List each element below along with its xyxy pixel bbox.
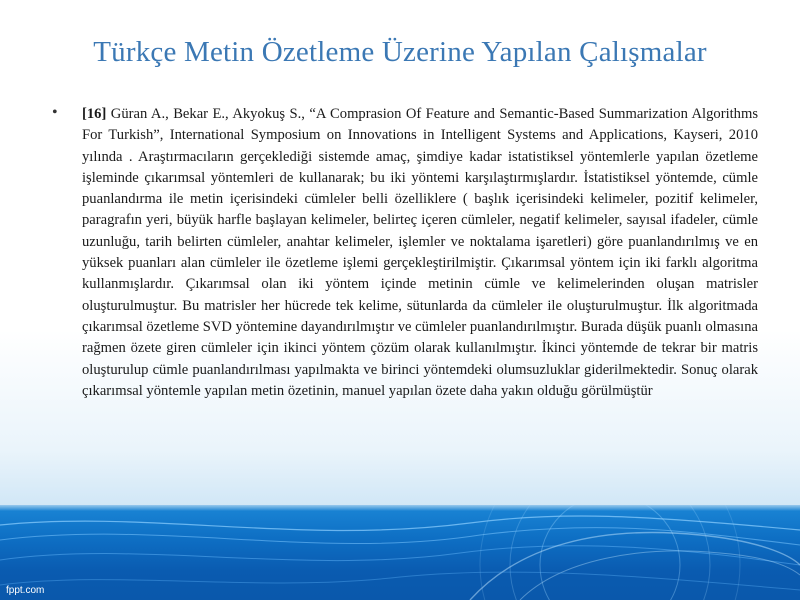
bullet-icon: • (52, 104, 58, 121)
bullet-item (52, 104, 758, 402)
footer-swirl-decoration (0, 505, 800, 600)
body-paragraph: Güran A., Bekar E., Akyokuş S., “A Comprasion Of Feature and Semantic-Based Summarization Algorithms For Turkish”, International Symposium on Innovations in Intelligent Systems and Applications, Kayseri, 2010 yılında . Araştırmacıların gerçeklediği sistemde amaç, şimdiye kadar istatistiksel yöntemlerle yapılan özetleme işleminde çıkarımsal yöntemleri de kullanarak; bu iki yöntemi karşılaştırmışlardır. İstatistiksel yöntemde, cümle puanlandırma ile metin içerisindeki cümleler belli özelliklere ( başlık içerisindeki kelimeler, pozitif kelimeler, paragrafın yeri, büyük harfle başlayan kelimeler, belirteç içeren cümleler, negatif kelimeler, sayısal ifadeler, cümle uzunluğu, tarih belirten cümleler, anahtar kelimeler, işlemler ve noktalama işaretleri) göre puanlandırılmış ve en yüksek puanları alan cümleler ile özetleme işlemi gerçekleştirilmiştir. Çıkarımsal yöntem için iki farklı algoritma kullanmışlardır. Çıkarımsal olan iki yöntem içinde metinin cümle ve kelimelerinden oluşan matrisler oluşturulmuştur. Bu matrisler her hücrede tek kelime, sütunlarda da cümleler ile oluşturulmuştur. İlk algoritmada çıkarımsal özetleme SVD yöntemine dayandırılmıştır ve cümleler puanlandırılmıştır. Burada düşük puanlı olmasına rağmen özete giren cümleler için ikinci yöntem çözüm olarak kullanılmıştır. İkinci yöntemde de tekrar bir matris oluşturulup cümle puanlandırılması yapılmakta ve birinci yöntemdeki olumsuzluklar giderilmektedir. Sonuç olarak çıkarımsal yöntemle yapılan metin özetinin, manuel yapılan özete daha yakın olduğu görülmüştür (82, 106, 759, 399)
watermark-text: fppt.com (6, 585, 45, 596)
reference-tag: [16] (82, 106, 107, 122)
slide-title: Türkçe Metin Özetleme Üzerine Yapılan Çalışmalar (93, 36, 707, 68)
bullet-text (82, 104, 758, 402)
footer-band (0, 505, 800, 600)
